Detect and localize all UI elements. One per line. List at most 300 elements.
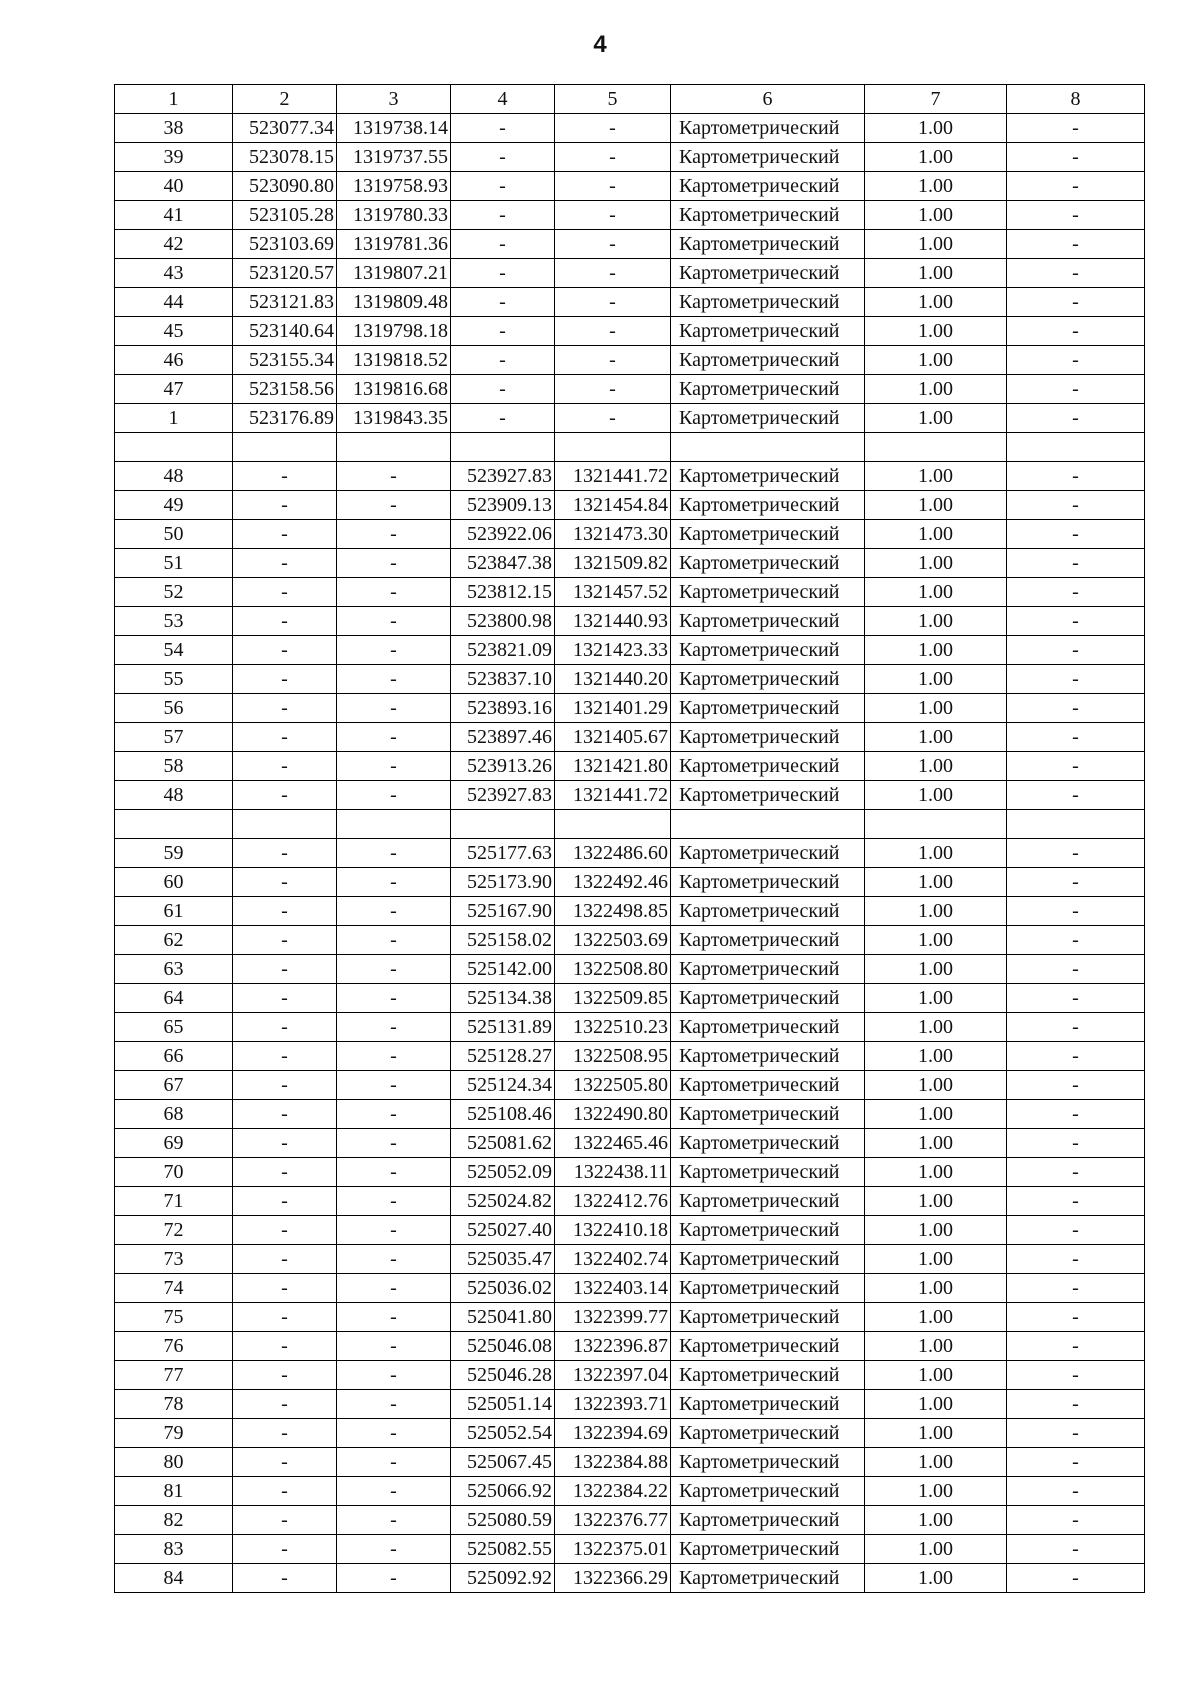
table-row: [115, 1216, 1145, 1245]
cell-y-new: 1322510.23: [555, 1013, 671, 1042]
cell-accuracy: 1.00: [865, 201, 1007, 230]
table-row: [115, 143, 1145, 172]
table-row: [115, 1332, 1145, 1361]
cell-x-old: -: [233, 1187, 337, 1216]
cell-y-new: 1321473.30: [555, 520, 671, 549]
cell-y-new: 1322492.46: [555, 868, 671, 897]
cell-x-new: 525092.92: [451, 1564, 555, 1593]
cell-y-old: 1319807.21: [337, 259, 451, 288]
cell-method: Картометрический: [671, 926, 865, 955]
table-row: [115, 230, 1145, 259]
cell-point-number: 76: [115, 1332, 233, 1361]
cell-x-old: -: [233, 1100, 337, 1129]
cell-point-number: 43: [115, 259, 233, 288]
cell-y-new: -: [555, 288, 671, 317]
cell-y-old: -: [337, 723, 451, 752]
cell-description: -: [1007, 1274, 1145, 1303]
cell-x-new: 525041.80: [451, 1303, 555, 1332]
table-row: [115, 897, 1145, 926]
cell-method: Картометрический: [671, 549, 865, 578]
table-body: [115, 114, 1145, 1593]
cell-accuracy: [865, 810, 1007, 839]
cell-y-new: -: [555, 259, 671, 288]
cell-x-old: [233, 433, 337, 462]
cell-description: -: [1007, 1506, 1145, 1535]
cell-description: -: [1007, 1013, 1145, 1042]
cell-y-old: -: [337, 1448, 451, 1477]
cell-description: -: [1007, 1042, 1145, 1071]
cell-point-number: 65: [115, 1013, 233, 1042]
cell-method: Картометрический: [671, 1129, 865, 1158]
cell-y-new: [555, 433, 671, 462]
cell-description: -: [1007, 578, 1145, 607]
cell-x-new: 525081.62: [451, 1129, 555, 1158]
table-row: [115, 259, 1145, 288]
cell-y-old: -: [337, 1158, 451, 1187]
cell-x-old: 523077.34: [233, 114, 337, 143]
cell-x-new: -: [451, 375, 555, 404]
cell-x-old: -: [233, 897, 337, 926]
cell-point-number: 62: [115, 926, 233, 955]
cell-x-old: -: [233, 1158, 337, 1187]
cell-point-number: 60: [115, 868, 233, 897]
cell-description: -: [1007, 984, 1145, 1013]
cell-point-number: 77: [115, 1361, 233, 1390]
cell-x-new: 525036.02: [451, 1274, 555, 1303]
table-row: [115, 607, 1145, 636]
cell-description: -: [1007, 1187, 1145, 1216]
cell-y-new: 1322490.80: [555, 1100, 671, 1129]
table-row: [115, 984, 1145, 1013]
cell-description: -: [1007, 317, 1145, 346]
cell-x-old: -: [233, 520, 337, 549]
cell-x-new: 523927.83: [451, 781, 555, 810]
cell-x-old: -: [233, 926, 337, 955]
cell-x-new: 525131.89: [451, 1013, 555, 1042]
cell-y-old: -: [337, 578, 451, 607]
table-row: [115, 636, 1145, 665]
cell-x-old: -: [233, 1245, 337, 1274]
cell-accuracy: 1.00: [865, 346, 1007, 375]
cell-accuracy: 1.00: [865, 1390, 1007, 1419]
cell-method: Картометрический: [671, 752, 865, 781]
cell-x-old: -: [233, 1564, 337, 1593]
cell-point-number: 40: [115, 172, 233, 201]
cell-point-number: 75: [115, 1303, 233, 1332]
cell-method: Картометрический: [671, 1042, 865, 1071]
cell-point-number: 70: [115, 1158, 233, 1187]
table-row: [115, 491, 1145, 520]
table-row: [115, 346, 1145, 375]
cell-x-old: -: [233, 955, 337, 984]
cell-y-new: 1321441.72: [555, 781, 671, 810]
cell-x-old: -: [233, 1071, 337, 1100]
table-row: [115, 1245, 1145, 1274]
cell-x-old: -: [233, 1274, 337, 1303]
table-row: [115, 317, 1145, 346]
cell-method: Картометрический: [671, 868, 865, 897]
cell-x-new: 523897.46: [451, 723, 555, 752]
cell-y-old: -: [337, 1535, 451, 1564]
cell-method: Картометрический: [671, 1013, 865, 1042]
cell-y-old: -: [337, 1129, 451, 1158]
cell-y-old: -: [337, 1390, 451, 1419]
cell-method: Картометрический: [671, 1158, 865, 1187]
cell-point-number: 80: [115, 1448, 233, 1477]
cell-y-new: 1322498.85: [555, 897, 671, 926]
cell-accuracy: 1.00: [865, 694, 1007, 723]
cell-y-old: -: [337, 1216, 451, 1245]
cell-point-number: 52: [115, 578, 233, 607]
cell-description: -: [1007, 1100, 1145, 1129]
header-cell-6: 6: [671, 85, 865, 114]
table-row: [115, 1100, 1145, 1129]
table-row: [115, 926, 1145, 955]
cell-method: Картометрический: [671, 1187, 865, 1216]
cell-y-old: -: [337, 868, 451, 897]
cell-point-number: 84: [115, 1564, 233, 1593]
cell-accuracy: 1.00: [865, 375, 1007, 404]
cell-method: Картометрический: [671, 201, 865, 230]
cell-x-new: 525046.08: [451, 1332, 555, 1361]
table-row: [115, 288, 1145, 317]
cell-point-number: 48: [115, 462, 233, 491]
header-cell-4: 4: [451, 85, 555, 114]
cell-y-old: 1319758.93: [337, 172, 451, 201]
cell-description: -: [1007, 723, 1145, 752]
cell-point-number: 73: [115, 1245, 233, 1274]
cell-description: -: [1007, 1535, 1145, 1564]
cell-method: Картометрический: [671, 1071, 865, 1100]
cell-method: Картометрический: [671, 1274, 865, 1303]
cell-x-old: -: [233, 1042, 337, 1071]
cell-accuracy: 1.00: [865, 1216, 1007, 1245]
table-row: [115, 1506, 1145, 1535]
cell-x-new: [451, 433, 555, 462]
cell-x-old: -: [233, 752, 337, 781]
cell-accuracy: 1.00: [865, 897, 1007, 926]
cell-x-new: -: [451, 404, 555, 433]
cell-method: Картометрический: [671, 1361, 865, 1390]
cell-y-old: -: [337, 1042, 451, 1071]
cell-method: Картометрический: [671, 259, 865, 288]
cell-method: Картометрический: [671, 346, 865, 375]
cell-x-new: -: [451, 143, 555, 172]
table-separator-row: [115, 810, 1145, 839]
cell-x-new: 523800.98: [451, 607, 555, 636]
header-cell-3: 3: [337, 85, 451, 114]
cell-y-old: -: [337, 1419, 451, 1448]
cell-y-old: -: [337, 462, 451, 491]
cell-accuracy: 1.00: [865, 868, 1007, 897]
cell-y-new: 1322384.22: [555, 1477, 671, 1506]
cell-method: Картометрический: [671, 288, 865, 317]
cell-description: -: [1007, 694, 1145, 723]
cell-accuracy: 1.00: [865, 491, 1007, 520]
cell-method: Картометрический: [671, 839, 865, 868]
cell-y-new: 1322505.80: [555, 1071, 671, 1100]
cell-description: -: [1007, 1303, 1145, 1332]
table-row: [115, 404, 1145, 433]
cell-point-number: [115, 810, 233, 839]
cell-description: -: [1007, 1071, 1145, 1100]
cell-description: -: [1007, 1129, 1145, 1158]
cell-x-new: 525082.55: [451, 1535, 555, 1564]
cell-y-old: -: [337, 1564, 451, 1593]
cell-y-old: -: [337, 1100, 451, 1129]
cell-y-old: -: [337, 984, 451, 1013]
cell-y-old: 1319809.48: [337, 288, 451, 317]
cell-x-new: 523922.06: [451, 520, 555, 549]
cell-accuracy: 1.00: [865, 1448, 1007, 1477]
cell-method: Картометрический: [671, 1390, 865, 1419]
cell-point-number: 53: [115, 607, 233, 636]
cell-method: Картометрический: [671, 462, 865, 491]
cell-point-number: 59: [115, 839, 233, 868]
cell-point-number: 54: [115, 636, 233, 665]
cell-x-new: -: [451, 346, 555, 375]
cell-accuracy: 1.00: [865, 1013, 1007, 1042]
cell-x-new: [451, 810, 555, 839]
table-row: [115, 1274, 1145, 1303]
cell-description: -: [1007, 346, 1145, 375]
cell-y-new: -: [555, 346, 671, 375]
cell-y-new: 1322410.18: [555, 1216, 671, 1245]
cell-y-new: 1321441.72: [555, 462, 671, 491]
cell-accuracy: 1.00: [865, 1129, 1007, 1158]
cell-point-number: 61: [115, 897, 233, 926]
cell-x-old: [233, 810, 337, 839]
cell-accuracy: 1.00: [865, 230, 1007, 259]
cell-point-number: 50: [115, 520, 233, 549]
cell-accuracy: 1.00: [865, 984, 1007, 1013]
cell-x-old: -: [233, 636, 337, 665]
table-row: [115, 694, 1145, 723]
cell-description: -: [1007, 230, 1145, 259]
cell-description: -: [1007, 520, 1145, 549]
cell-x-old: -: [233, 1332, 337, 1361]
cell-point-number: 47: [115, 375, 233, 404]
cell-point-number: 81: [115, 1477, 233, 1506]
cell-y-new: 1321440.20: [555, 665, 671, 694]
cell-method: Картометрический: [671, 317, 865, 346]
cell-x-old: -: [233, 1129, 337, 1158]
cell-accuracy: 1.00: [865, 520, 1007, 549]
cell-x-old: -: [233, 1419, 337, 1448]
cell-accuracy: 1.00: [865, 1419, 1007, 1448]
cell-description: [1007, 810, 1145, 839]
cell-y-old: -: [337, 520, 451, 549]
cell-method: Картометрический: [671, 1506, 865, 1535]
cell-y-new: -: [555, 404, 671, 433]
cell-x-new: 525124.34: [451, 1071, 555, 1100]
cell-x-new: 525024.82: [451, 1187, 555, 1216]
table-row: [115, 1071, 1145, 1100]
cell-x-new: 525052.54: [451, 1419, 555, 1448]
cell-accuracy: 1.00: [865, 607, 1007, 636]
cell-x-new: 523927.83: [451, 462, 555, 491]
cell-y-old: -: [337, 1477, 451, 1506]
cell-method: Картометрический: [671, 578, 865, 607]
cell-y-new: -: [555, 201, 671, 230]
cell-point-number: 79: [115, 1419, 233, 1448]
cell-point-number: 46: [115, 346, 233, 375]
cell-y-old: -: [337, 1332, 451, 1361]
cell-y-old: -: [337, 1361, 451, 1390]
cell-x-old: -: [233, 839, 337, 868]
cell-method: Картометрический: [671, 636, 865, 665]
cell-accuracy: 1.00: [865, 404, 1007, 433]
cell-description: -: [1007, 868, 1145, 897]
table-row: [115, 781, 1145, 810]
table-row: [115, 1187, 1145, 1216]
cell-x-old: -: [233, 984, 337, 1013]
cell-x-new: -: [451, 317, 555, 346]
cell-y-old: -: [337, 1245, 451, 1274]
cell-accuracy: 1.00: [865, 288, 1007, 317]
cell-y-new: 1322509.85: [555, 984, 671, 1013]
cell-x-new: 525066.92: [451, 1477, 555, 1506]
cell-y-old: -: [337, 1013, 451, 1042]
cell-method: [671, 810, 865, 839]
cell-y-new: 1322384.88: [555, 1448, 671, 1477]
cell-point-number: [115, 433, 233, 462]
cell-method: Картометрический: [671, 897, 865, 926]
cell-y-old: [337, 433, 451, 462]
cell-y-new: 1321509.82: [555, 549, 671, 578]
cell-method: Картометрический: [671, 984, 865, 1013]
cell-y-new: 1321401.29: [555, 694, 671, 723]
cell-method: Картометрический: [671, 1100, 865, 1129]
cell-y-new: -: [555, 230, 671, 259]
cell-y-new: 1321457.52: [555, 578, 671, 607]
cell-x-new: -: [451, 172, 555, 201]
cell-y-old: -: [337, 549, 451, 578]
cell-accuracy: 1.00: [865, 955, 1007, 984]
cell-x-old: -: [233, 1361, 337, 1390]
cell-y-old: -: [337, 839, 451, 868]
cell-y-old: -: [337, 1187, 451, 1216]
cell-point-number: 67: [115, 1071, 233, 1100]
cell-y-old: -: [337, 491, 451, 520]
cell-x-old: 523155.34: [233, 346, 337, 375]
cell-y-new: 1321405.67: [555, 723, 671, 752]
table-row: [115, 723, 1145, 752]
table-separator-row: [115, 433, 1145, 462]
cell-accuracy: 1.00: [865, 578, 1007, 607]
cell-point-number: 51: [115, 549, 233, 578]
cell-x-old: -: [233, 1477, 337, 1506]
cell-method: Картометрический: [671, 143, 865, 172]
table-row: [115, 752, 1145, 781]
cell-y-old: -: [337, 1071, 451, 1100]
cell-accuracy: 1.00: [865, 1506, 1007, 1535]
cell-description: -: [1007, 1564, 1145, 1593]
cell-description: -: [1007, 839, 1145, 868]
cell-point-number: 71: [115, 1187, 233, 1216]
cell-x-old: 523158.56: [233, 375, 337, 404]
cell-description: -: [1007, 404, 1145, 433]
cell-method: Картометрический: [671, 1419, 865, 1448]
cell-method: Картометрический: [671, 694, 865, 723]
cell-accuracy: 1.00: [865, 259, 1007, 288]
cell-accuracy: 1.00: [865, 1158, 1007, 1187]
cell-x-old: -: [233, 491, 337, 520]
cell-point-number: 82: [115, 1506, 233, 1535]
cell-x-old: -: [233, 665, 337, 694]
cell-method: Картометрический: [671, 723, 865, 752]
cell-point-number: 39: [115, 143, 233, 172]
table-row: [115, 1042, 1145, 1071]
table-row: [115, 1419, 1145, 1448]
cell-x-new: 525173.90: [451, 868, 555, 897]
cell-y-new: 1322394.69: [555, 1419, 671, 1448]
cell-x-old: -: [233, 723, 337, 752]
cell-description: -: [1007, 926, 1145, 955]
cell-y-old: -: [337, 607, 451, 636]
cell-method: Картометрический: [671, 172, 865, 201]
cell-method: Картометрический: [671, 230, 865, 259]
header-cell-5: 5: [555, 85, 671, 114]
cell-point-number: 48: [115, 781, 233, 810]
table-row: [115, 955, 1145, 984]
cell-accuracy: 1.00: [865, 1332, 1007, 1361]
cell-point-number: 83: [115, 1535, 233, 1564]
table-row: [115, 868, 1145, 897]
cell-y-new: -: [555, 375, 671, 404]
cell-y-new: 1321440.93: [555, 607, 671, 636]
cell-y-new: -: [555, 172, 671, 201]
cell-accuracy: 1.00: [865, 636, 1007, 665]
cell-x-new: 525067.45: [451, 1448, 555, 1477]
cell-y-new: 1322397.04: [555, 1361, 671, 1390]
header-cell-1: 1: [115, 85, 233, 114]
cell-y-new: 1322503.69: [555, 926, 671, 955]
cell-point-number: 1: [115, 404, 233, 433]
cell-description: -: [1007, 1477, 1145, 1506]
cell-x-old: 523176.89: [233, 404, 337, 433]
cell-description: -: [1007, 1361, 1145, 1390]
cell-point-number: 78: [115, 1390, 233, 1419]
cell-description: -: [1007, 1390, 1145, 1419]
table-row: [115, 1158, 1145, 1187]
cell-method: Картометрический: [671, 1477, 865, 1506]
cell-point-number: 42: [115, 230, 233, 259]
table-row: [115, 172, 1145, 201]
cell-description: -: [1007, 1158, 1145, 1187]
cell-y-new: 1322438.11: [555, 1158, 671, 1187]
cell-x-new: -: [451, 230, 555, 259]
cell-description: -: [1007, 1332, 1145, 1361]
cell-accuracy: 1.00: [865, 114, 1007, 143]
cell-method: Картометрический: [671, 1564, 865, 1593]
cell-y-new: 1321423.33: [555, 636, 671, 665]
cell-point-number: 41: [115, 201, 233, 230]
cell-accuracy: 1.00: [865, 926, 1007, 955]
table-row: [115, 1361, 1145, 1390]
cell-y-old: -: [337, 665, 451, 694]
cell-x-new: 523847.38: [451, 549, 555, 578]
cell-method: Картометрический: [671, 1303, 865, 1332]
cell-x-old: 523120.57: [233, 259, 337, 288]
cell-point-number: 38: [115, 114, 233, 143]
cell-y-new: 1322486.60: [555, 839, 671, 868]
cell-accuracy: 1.00: [865, 462, 1007, 491]
cell-y-old: -: [337, 1506, 451, 1535]
cell-y-new: 1321421.80: [555, 752, 671, 781]
cell-x-new: 525177.63: [451, 839, 555, 868]
cell-description: -: [1007, 549, 1145, 578]
